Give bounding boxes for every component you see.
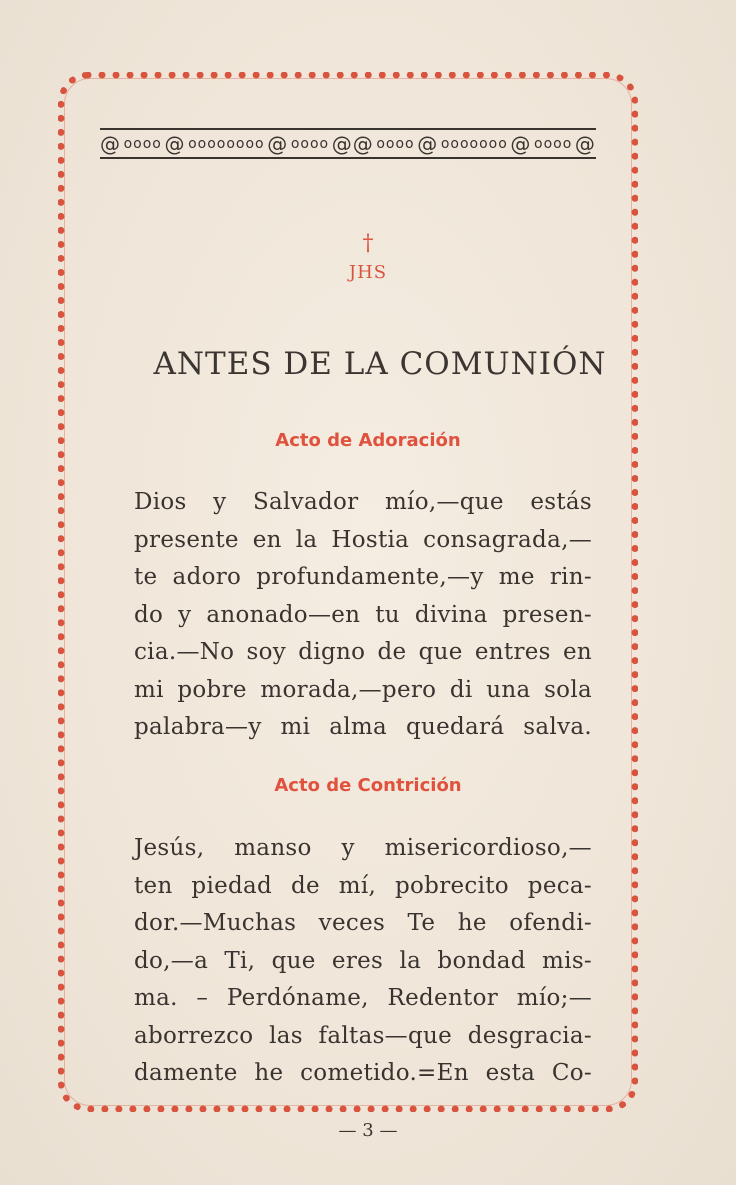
prayer-line: palabra—y mi alma quedará salva. [134, 714, 592, 740]
cross-icon: † [362, 231, 374, 256]
prayer-line: aborrezco las faltas—que desgracia- [134, 1022, 592, 1049]
prayer-line: do y anonado—en tu divina presen- [134, 601, 592, 628]
decorative-bead-rule-icon: @ oooo @ oooooooo @ oooo @@ oooo @ ooooooo @ oooo @ [100, 133, 596, 155]
prayer-line: damente he cometido.=En esta Co- [134, 1060, 592, 1086]
section-heading-contricion: Acto de Contrición [274, 775, 462, 796]
prayer-line: ten piedad de mí, pobrecito peca- [134, 872, 592, 899]
prayer-line: Dios y Salvador mío,—que estás [134, 489, 592, 515]
prayer-paragraph-adoracion [134, 484, 592, 747]
section-heading-adoracion: Acto de Adoración [275, 430, 461, 451]
prayer-line: do,—a Ti, que eres la bondad mis- [134, 947, 592, 974]
prayer-line: te adoro profundamente,—y me rin- [134, 564, 592, 590]
page-number: — 3 — [338, 1120, 398, 1141]
prayer-line: ma. – Perdóname, Redentor mío;— [134, 985, 592, 1011]
prayer-line: cia.—No soy digno de que entres en [134, 639, 592, 665]
prayer-paragraph-contricion [134, 830, 592, 1093]
prayer-line: presente en la Hostia consagrada,— [134, 526, 592, 553]
page-title: ANTES DE LA COMUNIÓN [153, 346, 607, 382]
jhs-monogram: JHS [348, 262, 388, 283]
prayer-line: Jesús, manso y misericordioso,— [134, 835, 592, 861]
top-ornament [100, 126, 596, 162]
ornament-rule-top [100, 128, 596, 130]
ornament-rule-bottom [100, 157, 596, 159]
prayer-line: mi pobre morada,—pero di una sola [134, 676, 592, 703]
prayer-line: dor.—Muchas veces Te he ofendi- [134, 910, 592, 936]
